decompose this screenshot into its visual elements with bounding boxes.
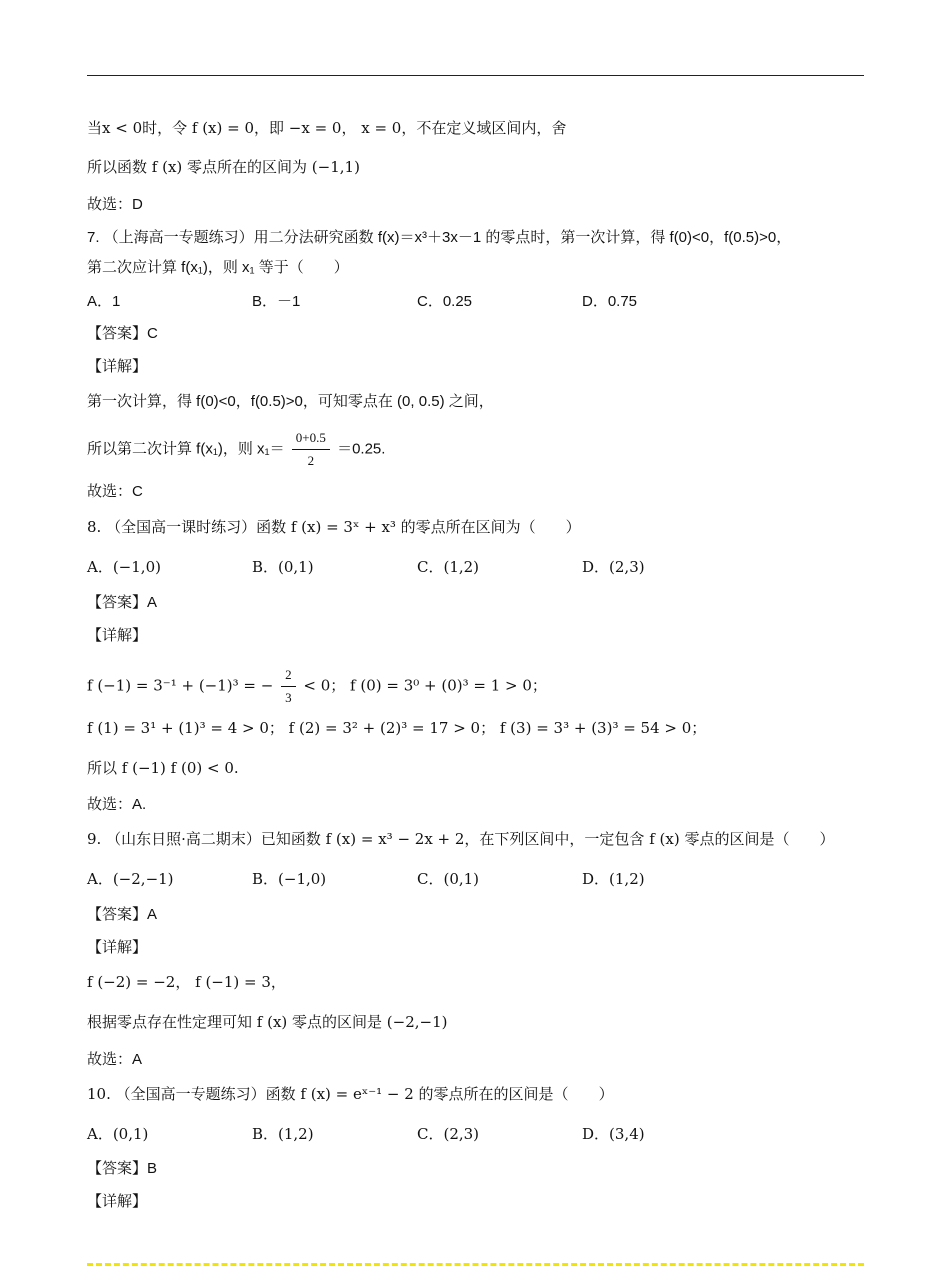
q8-option-a: A．(−1,0) [87,558,161,576]
q8-solution-line-2: f (1) = 3¹ + (1)³ = 4 > 0； f (2) = 3² + (2)³ = 17 > 0； f (3) = 3³ + (3)³ = 54 > 0； [87,719,707,737]
solution-line: 当x < 0时，令 f (x) = 0，即 −x = 0， x = 0，不在定义域区间内，舍 [87,119,567,137]
q7-answer: 【答案】C [87,325,158,342]
q9-option-a: A．(−2,−1) [87,870,174,888]
q8-solution-line-3: 所以 f (−1) f (0) < 0. [87,759,239,777]
q8-fraction-numerator: 2 [281,665,296,687]
q7-fraction-numerator: 0+0.5 [292,428,330,450]
q8-detail-heading: 【详解】 [87,627,148,644]
q9-option-c: C．(0,1) [417,870,480,888]
q9-final-answer: 故选：A [87,1051,143,1068]
header-rule [87,75,864,76]
q8-option-c: C．(1,2) [417,558,480,576]
q8-fraction-denominator: 3 [285,690,292,705]
answer-choice-line: 故选：D [87,196,143,213]
q7-solution-line-1: 第一次计算，得 f(0)<0，f(0.5)>0，可知零点在 (0, 0.5) 之间， [87,393,494,410]
q10-option-d: D．(3,4) [582,1125,645,1143]
q7-solution-text: 所以第二次计算 f(x₁)，则 x₁＝ [87,440,285,458]
q7-solution-line-2 [87,428,385,471]
q9-option-b: B．(−1,0) [252,870,327,888]
q7-option-a: A．1 [87,293,121,310]
q9-answer: 【答案】A [87,906,158,923]
q8-option-b: B．(0,1) [252,558,314,576]
q7-option-c: C．0.25 [417,293,473,310]
q7-option-b: B．－1 [252,293,301,310]
question-7-stem-line-1: 7. （上海高一专题练习）用二分法研究函数 f(x)＝x³＋3x－1 的零点时，第一次计算，得 f(0)<0，f(0.5)>0， [87,229,792,246]
q8-solution-line-1 [87,665,547,708]
q7-final-answer: 故选：C [87,483,143,500]
solution-line: 所以函数 f (x) 零点所在的区间为 (−1,1) [87,158,360,176]
question-10-stem: 10. （全国高一专题练习）函数 f (x) = eˣ⁻¹ − 2 的零点所在的区间是（ ） [87,1085,614,1103]
q10-answer: 【答案】B [87,1160,158,1177]
q9-solution-line-1: f (−2) = −2， f (−1) = 3， [87,973,286,991]
q7-fraction-denominator: 2 [307,453,315,468]
q7-solution-result: ＝0.25. [337,440,386,458]
q8-solution-text-cont: < 0； f (0) = 3⁰ + (0)³ = 1 > 0； [303,676,547,695]
question-8-stem: 8. （全国高一课时练习）函数 f (x) = 3ˣ + x³ 的零点所在区间为（ ） [87,518,581,536]
q9-solution-line-2: 根据零点存在性定理可知 f (x) 零点的区间是 (−2,−1) [87,1013,448,1031]
q10-option-b: B．(1,2) [252,1125,314,1143]
q9-detail-heading: 【详解】 [87,939,148,956]
q10-option-c: C．(2,3) [417,1125,480,1143]
q7-option-d: D．0.75 [582,293,638,310]
q10-option-a: A．(0,1) [87,1125,149,1143]
q8-final-answer: 故选：A. [87,796,147,813]
q8-answer: 【答案】A [87,594,158,611]
q8-solution-text: f (−1) = 3⁻¹ + (−1)³ = − [87,676,274,695]
question-7-stem-line-2: 第二次应计算 f(x₁)，则 x₁ 等于（ ） [87,259,349,276]
q9-option-d: D．(1,2) [582,870,645,888]
q8-option-d: D．(2,3) [582,558,645,576]
q10-detail-heading: 【详解】 [87,1193,148,1210]
footer-rule [87,1263,864,1266]
question-9-stem: 9. （山东日照·高二期末）已知函数 f (x) = x³ − 2x + 2，在下列区间中，一定包含 f (x) 零点的区间是（ ） [87,830,835,848]
q7-detail-heading: 【详解】 [87,358,148,375]
q8-fraction [281,665,296,708]
q7-fraction [292,428,330,471]
